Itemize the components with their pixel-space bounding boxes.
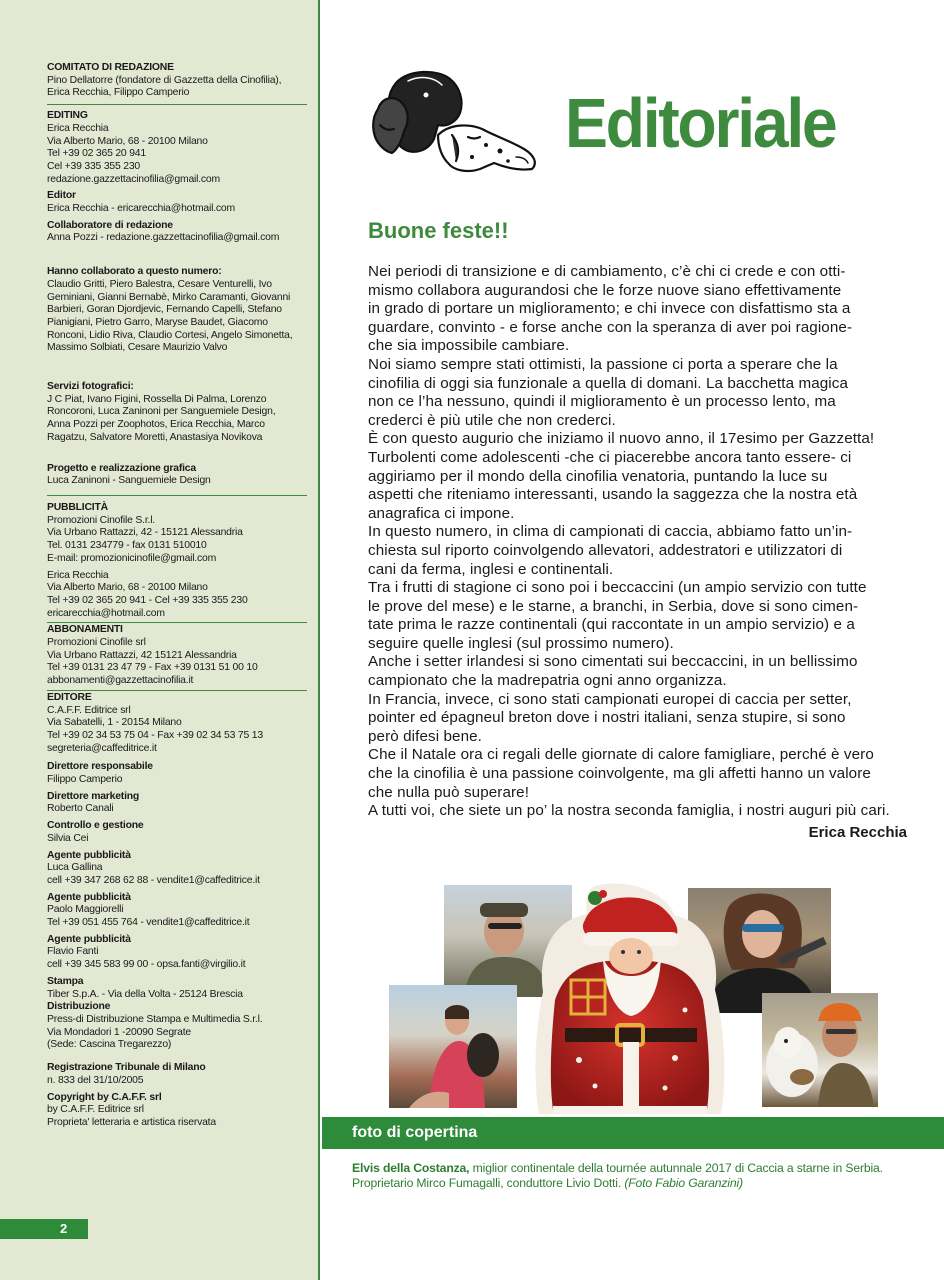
article-line: in grado di portare un miglioramento; e chi invece con disfattismo sta a xyxy=(368,300,851,318)
colophon-registration xyxy=(47,1062,309,1087)
colophon-line: cell +39 345 583 99 00 - opsa.fanti@virgilio.it xyxy=(47,959,246,971)
colophon-line: C.A.F.F. Editrice srl xyxy=(47,704,131,716)
colophon-email: abbonamenti@gazzettacinofilia.it xyxy=(47,675,194,687)
colophon-heading: Registrazione Tribunale di Milano xyxy=(47,1062,206,1074)
divider xyxy=(47,690,307,691)
colophon-line: Via Alberto Mario, 68 - 20100 Milano xyxy=(47,135,208,147)
divider xyxy=(47,622,307,623)
article-line: aggiriamo per il mondo della cinofilia venatoria, puntando la luce su xyxy=(368,467,828,485)
colophon-heading: COMITATO DI REDAZIONE xyxy=(47,62,174,73)
hunting-dogs-logo xyxy=(368,65,548,177)
colophon-ad-agent-3 xyxy=(47,934,309,972)
article-line: Noi siamo sempre stati ottimisti, la passione ci porta a sperare che la xyxy=(368,355,838,373)
colophon-collaboratore xyxy=(47,220,309,245)
article-line: Tra i frutti di stagione ci sono poi i beccaccini (un ampio servizio con tutte xyxy=(368,579,867,597)
colophon-comitato xyxy=(47,62,309,100)
colophon-line: Silvia Cei xyxy=(47,832,89,844)
colophon-line: Promozioni Cinofile S.r.l. xyxy=(47,514,155,526)
colophon-heading: Hanno collaborato a questo numero: xyxy=(47,266,222,278)
colophon-line: Anna Pozzi per Zoophotos, Erica Recchia, Marco xyxy=(47,419,265,431)
colophon-line: Geminiani, Gianni Bernabè, Mirko Caramanti, Giovanni xyxy=(47,291,291,303)
colophon-distribution xyxy=(47,1001,309,1052)
colophon-line: Erica Recchia xyxy=(47,122,109,134)
colophon-heading: Agente pubblicità xyxy=(47,849,131,861)
divider xyxy=(47,104,307,105)
article-line: aspetti che riteniamo interessanti, usando la saggezza che la nostra età xyxy=(368,486,858,504)
colophon-heading: Direttore responsabile xyxy=(47,761,153,773)
colophon-line: Tel +39 051 455 764 - vendite1@caffeditrice.it xyxy=(47,917,250,929)
article-line: che la cinofilia è una passione coinvolgente, ma gli affetti hanno un valore xyxy=(368,765,871,783)
caption-photo-credit: (Foto Fabio Garanzini) xyxy=(624,1176,743,1190)
colophon-heading: Agente pubblicità xyxy=(47,933,131,945)
article-line: anagrafica ci impone. xyxy=(368,504,515,522)
colophon-photo-services xyxy=(47,381,309,445)
colophon-content xyxy=(47,62,309,1130)
colophon-heading: PUBBLICITÀ xyxy=(47,501,108,513)
article-line: che nulla può superare! xyxy=(368,783,530,801)
portrait-image xyxy=(389,985,517,1108)
colophon-heading: Distribuzione xyxy=(47,1001,111,1013)
cover-caption-label: foto di copertina xyxy=(352,1124,478,1141)
article-line: tate prima le razze continentali (qui raccontate in un ampio servizio) e a xyxy=(368,616,855,634)
colophon-editing xyxy=(47,110,309,186)
colophon-line: Pino Dellatorre (fondatore di Gazzetta della Cinofilia), xyxy=(47,74,282,86)
article-line: campionato che la madrepatria ogni anno organizza. xyxy=(368,672,727,690)
colophon-line: Flavio Fanti xyxy=(47,946,99,958)
colophon-line: n. 833 del 31/10/2005 xyxy=(47,1074,144,1086)
article-line: mismo collabora augurandosi che le forze nuove siano effettivamente xyxy=(368,281,842,299)
colophon-line: Tel. 0131 234779 - fax 0131 510010 xyxy=(47,540,207,552)
colophon-line: Filippo Camperio xyxy=(47,774,123,786)
colophon-heading: EDITING xyxy=(47,110,88,122)
colophon-printing xyxy=(47,976,309,1001)
colophon-line: Erica Recchia - ericarecchia@hotmail.com xyxy=(47,203,235,215)
colophon-sidebar xyxy=(0,0,320,1280)
colophon-advertising xyxy=(47,502,309,620)
article-line: In questo numero, in clima di campionati di caccia, abbiamo fatto un’in- xyxy=(368,523,853,541)
colophon-management xyxy=(47,820,309,845)
colophon-editor xyxy=(47,190,309,215)
cover-caption-band xyxy=(322,1117,944,1149)
photo-woman-with-dog xyxy=(389,985,517,1108)
colophon-email: E-mail: promozionicinofile@gmail.com xyxy=(47,552,217,564)
article-line: le prove del mese) e le starne, a branchi, in Serbia, dove si sono cimen- xyxy=(368,597,859,615)
colophon-line: Via Urbano Rattazzi, 42 15121 Alessandria xyxy=(47,649,237,661)
colophon-publisher xyxy=(47,692,309,756)
colophon-line: Anna Pozzi - redazione.gazzettacinofilia@gmail.com xyxy=(47,232,280,244)
colophon-line: Luca Gallina xyxy=(47,862,103,874)
colophon-marketing-director xyxy=(47,791,309,816)
colophon-line: Via Sabatelli, 1 - 20154 Milano xyxy=(47,717,182,729)
colophon-heading: Copyright by C.A.F.F. srl xyxy=(47,1091,162,1103)
colophon-line: Erica Recchia, Filippo Camperio xyxy=(47,87,190,99)
colophon-line: Erica Recchia xyxy=(47,569,109,581)
author-signature: Erica Recchia xyxy=(808,824,907,841)
colophon-line: Ronconi, Lidio Riva, Claudio Cortesi, Angelo Simonetta, xyxy=(47,329,293,341)
colophon-heading: ABBONAMENTI xyxy=(47,624,123,636)
colophon-line: Tel +39 02 365 20 941 - Cel +39 335 355 230 xyxy=(47,594,248,606)
colophon-line: Tiber S.p.A. - Via della Volta - 25124 Brescia xyxy=(47,988,243,1000)
article-line: A tutti voi, che siete un po’ la nostra seconda famiglia, i nostri auguri più cari. xyxy=(368,802,890,820)
colophon-heading: Editor xyxy=(47,190,76,202)
colophon-line: Claudio Gritti, Piero Balestra, Cesare Venturelli, Ivo xyxy=(47,278,272,290)
cover-caption xyxy=(352,1161,922,1191)
colophon-line: Paolo Maggiorelli xyxy=(47,904,124,916)
colophon-email: ericarecchia@hotmail.com xyxy=(47,607,165,619)
colophon-line: (Sede: Cascina Tregarezzo) xyxy=(47,1039,172,1051)
colophon-line: cell +39 347 268 62 88 - vendite1@caffeditrice.it xyxy=(47,874,260,886)
colophon-ad-agent-2 xyxy=(47,892,309,930)
colophon-line: Cel +39 335 355 230 xyxy=(47,160,140,172)
article-line: Che il Natale ora ci regali delle giornate di calore famigliare, perché è vero xyxy=(368,746,874,764)
colophon-line: Press-di Distribuzione Stampa e Multimedia S.r.l. xyxy=(47,1014,263,1025)
colophon-line: Via Mondadori 1 -20090 Segrate xyxy=(47,1026,191,1038)
article-line: guardare, convinto - e forse anche con la speranza di aver poi ragione- xyxy=(368,318,853,336)
santa-claus-illustration xyxy=(525,880,730,1117)
colophon-editor-in-chief xyxy=(47,761,309,786)
article-line: Nei periodi di transizione e di cambiamento, c’è chi ci crede e con otti- xyxy=(368,263,846,280)
colophon-line: Tel +39 02 34 53 75 04 - Fax +39 02 34 53 75 13 xyxy=(47,729,263,741)
caption-description: miglior continentale della tournée autunnale 2017 di Caccia a starne in Serbia. xyxy=(469,1161,883,1175)
divider xyxy=(47,495,307,496)
section-title: Editoriale xyxy=(565,84,836,162)
colophon-heading: EDITORE xyxy=(47,691,92,703)
colophon-line: Tel +39 02 365 20 941 xyxy=(47,148,146,160)
colophon-heading: Stampa xyxy=(47,975,84,987)
colophon-line: Barbieri, Goran Djordjevic, Fernando Capelli, Stefano xyxy=(47,304,282,316)
colophon-heading: Progetto e realizzazione grafica xyxy=(47,462,196,474)
colophon-line: Luca Zaninoni - Sanguemiele Design xyxy=(47,475,211,487)
colophon-email: segreteria@caffeditrice.it xyxy=(47,742,157,754)
page-number: 2 xyxy=(0,1219,88,1239)
article-line: In Francia, invece, ci sono stati campionati europei di caccia per setter, xyxy=(368,690,852,708)
colophon-subscriptions xyxy=(47,624,309,688)
colophon-line: Proprieta' letteraria e artistica riservata xyxy=(47,1116,216,1128)
colophon-line: Promozioni Cinofile srl xyxy=(47,637,146,649)
colophon-contributors xyxy=(47,266,309,355)
article-line: cinofilia di oggi sia funzionale a quella di domani. La bacchetta magica xyxy=(368,374,848,392)
article-line: Anche i setter irlandesi si sono cimentati sui beccaccini, in un bellissimo xyxy=(368,653,858,671)
caption-owner: Proprietario Mirco Fumagalli, conduttore Livio Dotti. xyxy=(352,1176,625,1190)
colophon-line: Via Urbano Rattazzi, 42 - 15121 Alessandria xyxy=(47,527,243,539)
caption-dog-name: Elvis della Costanza, xyxy=(352,1161,470,1175)
colophon-copyright xyxy=(47,1092,309,1130)
article-line: non ce l’ha nessuno, quindi il miglioramento è un processo lento, ma xyxy=(368,393,836,411)
colophon-line: Pianigiani, Pietro Garro, Maryse Baudet, Giacomo xyxy=(47,316,268,328)
colophon-heading: Collaboratore di redazione xyxy=(47,219,173,231)
article-headline: Buone feste!! xyxy=(368,218,509,243)
colophon-line: by C.A.F.F. Editrice srl xyxy=(47,1104,144,1116)
article-line: chiesta sul riporto coinvolgendo allevatori, addestratori e utilizzatori di xyxy=(368,541,843,559)
colophon-line: Ragatzu, Salvatore Moretti, Anastasiya Novikova xyxy=(47,431,263,443)
editorial-body xyxy=(368,263,908,821)
article-line: Turbolenti come adolescenti -che ci piacerebbe ancora tanto essere- ci xyxy=(368,448,852,466)
colophon-ad-agent-1 xyxy=(47,850,309,888)
colophon-line: Roberto Canali xyxy=(47,803,114,815)
colophon-heading: Agente pubblicità xyxy=(47,891,131,903)
colophon-line: Via Alberto Mario, 68 - 20100 Milano xyxy=(47,582,208,594)
article-line: cani da ferma, inglesi e continentali. xyxy=(368,560,614,578)
colophon-graphic-design xyxy=(47,463,309,488)
colophon-line: Tel +39 0131 23 47 79 - Fax +39 0131 51 00 10 xyxy=(47,662,258,674)
colophon-heading: Servizi fotografici: xyxy=(47,381,134,393)
article-line: pointer ed épagneul breton dove i nostri italiani, senza stupire, si sono xyxy=(368,709,846,727)
colophon-heading: Controllo e gestione xyxy=(47,820,144,832)
colophon-line: Massimo Solbiati, Cesare Maurizio Valvo xyxy=(47,342,228,354)
colophon-line: Roncoroni, Luca Zaninoni per Sanguemiele Design, xyxy=(47,406,276,418)
article-line: che sia impossibile cambiare. xyxy=(368,337,570,355)
colophon-email: redazione.gazzettacinofilia@gmail.com xyxy=(47,173,220,185)
article-line: però difesi bene. xyxy=(368,727,482,745)
article-line: seguire quelle inglesi (sul prossimo numero). xyxy=(368,634,674,652)
article-line: È con questo augurio che iniziamo il nuovo anno, il 17esimo per Gazzetta! xyxy=(368,430,875,448)
portrait-image xyxy=(762,993,878,1107)
colophon-line: J C Piat, Ivano Figini, Rossella Di Palma, Lorenzo xyxy=(47,393,267,405)
article-line: crederci è più utile che non crederci. xyxy=(368,411,616,429)
colophon-heading: Direttore marketing xyxy=(47,790,140,802)
photo-man-orange-cap-with-dog xyxy=(762,993,878,1107)
